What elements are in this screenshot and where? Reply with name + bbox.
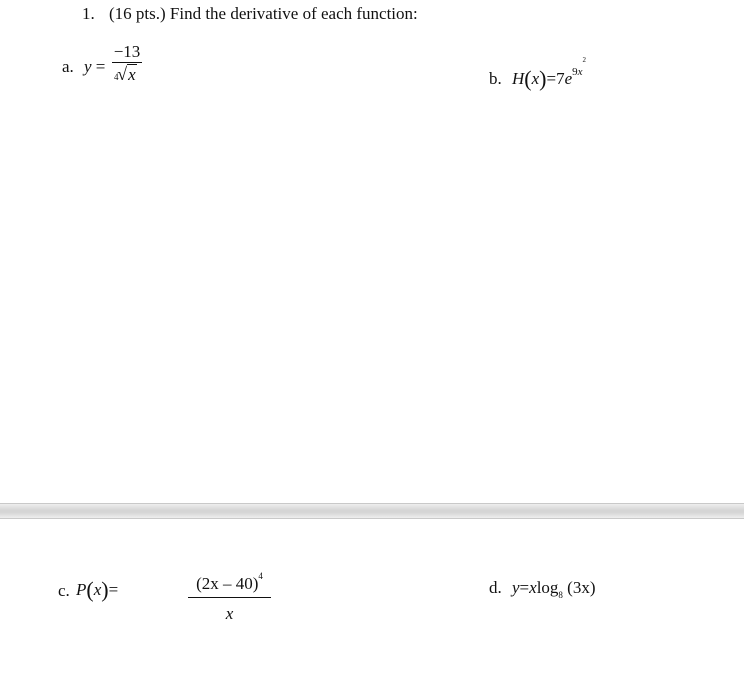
- radicand: x: [128, 65, 136, 84]
- problem-b-label: b.: [489, 69, 502, 88]
- problem-c-func: P: [76, 580, 87, 599]
- problem-b-var: x: [531, 69, 540, 88]
- numerator-power: 4: [258, 571, 263, 581]
- problem-b-equals: =: [546, 69, 557, 88]
- problem-d-log: log: [536, 578, 559, 597]
- problem-b-coef: 7: [556, 69, 565, 88]
- problem-a-lhs: [84, 57, 105, 77]
- question-text: (16 pts.) Find the derivative of each function:: [109, 4, 418, 23]
- exp-var: x: [577, 66, 583, 78]
- exp-power: 2: [582, 56, 587, 64]
- problem-c: [58, 563, 263, 623]
- problem-d-rhs-var: x: [529, 578, 537, 597]
- problem-d-log-base: 8: [558, 590, 563, 600]
- exp-coef: 9: [572, 66, 578, 78]
- question-header: [82, 4, 418, 24]
- problem-c-equals: =: [108, 580, 119, 599]
- fraction-bar: [188, 597, 271, 598]
- question-number: 1.: [82, 4, 95, 23]
- problem-a-var: y: [84, 57, 92, 76]
- problem-b-func: H: [512, 69, 525, 88]
- problem-a-fraction: [112, 42, 142, 85]
- problem-d-arg: (3x): [567, 578, 596, 597]
- problem-a-denominator: [112, 64, 142, 85]
- problem-d: [489, 578, 596, 600]
- numerator-inner: (2x – 40): [196, 574, 259, 593]
- problem-b-exponent: [572, 56, 587, 78]
- problem-c-lhs: P(x)=: [76, 577, 119, 602]
- problem-d-equals: =: [519, 578, 530, 597]
- radical-sign: √: [117, 64, 128, 84]
- root-index: 4: [114, 72, 119, 82]
- problem-c-fraction: [188, 563, 271, 624]
- problem-a-equals: =: [95, 57, 106, 76]
- fraction-bar: [112, 62, 142, 63]
- problem-b-base: e: [564, 69, 573, 88]
- problem-c-denominator: x: [225, 604, 234, 623]
- problem-c-var: x: [93, 580, 102, 599]
- problem-d-lhs: y: [512, 578, 520, 597]
- problem-c-numerator: [188, 563, 271, 597]
- problem-b: b. $H(x)=7e^{9x^2}$: [489, 56, 587, 91]
- problem-c-label: c.: [58, 581, 70, 600]
- problem-a-numerator: −13: [113, 42, 141, 61]
- problem-d-label: d.: [489, 578, 502, 597]
- problem-a-label: a.: [62, 57, 74, 76]
- page-divider: [0, 503, 744, 519]
